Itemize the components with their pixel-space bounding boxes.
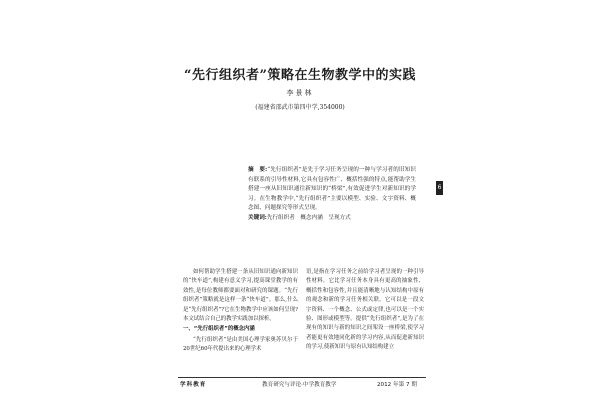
footer-journal-name: 教育研究与评论·中学教育教学 bbox=[262, 382, 337, 388]
continued-paragraph: 语,是指在学习任务之前给学习者呈现的一种引导性材料。它比学习任务本身具有更高的抽象性、概括性和包容性,并且能清晰地与认知结构中原有的观念和新的学习任务相关联。它可以是一段文字资料、一个概念、公式或定律,也可以是一个实验、图形或模型等。提供“先行组织者”,是为了在现有的知识与新的知识之间架设一座桥梁,使学习者能更有效地同化新的学习内容,从而促进新知识的学习,使新知识与原有认知结构建立 bbox=[306, 269, 424, 351]
body-column-right bbox=[306, 268, 424, 353]
keywords-line bbox=[248, 214, 416, 224]
abstract-block bbox=[248, 166, 416, 223]
footer-issue: 2012 年第 7 期 bbox=[377, 382, 417, 388]
footer-rule bbox=[178, 377, 426, 378]
page-side-tab: 6 bbox=[436, 181, 443, 195]
author-name: 李景林 bbox=[286, 89, 314, 97]
intro-paragraph: 如何帮助学生搭建一条从旧知识通向新知识的“快车道”,构建有意义学习,提高课堂教学的有效性,是每位教师都要面对和研究的课题。“先行组织者”策略就是这样一条“快车道”。那么,什么是“先行组织者”?它在生物教学中应该如何呈现?本文试结合自己的教学实践加以探析。 bbox=[183, 269, 298, 323]
section-heading: 一、“先行组织者”的概念内涵 bbox=[183, 326, 255, 333]
keywords-text: 先行组织者 概念内涵 呈现方式 bbox=[266, 214, 351, 221]
footer-section-label: 学科教育 bbox=[180, 382, 207, 388]
body-column-left bbox=[183, 268, 298, 355]
keywords-label: 关键词: bbox=[248, 214, 267, 221]
abstract-label: 摘 要: bbox=[248, 167, 268, 173]
article-title: “先行组织者”策略在生物教学中的实践 bbox=[184, 68, 416, 83]
abstract-text: “先行组织者”是先于学习任务呈现的一种与学习者的旧知识有联系的引导性材料,它具有包容性广、概括性强的特点,能帮助学生搭建一座从旧知识通往新知识的“桥梁”,有效促进学生对新知识的学习。在生物教学中,“先行组织者”主要以模型、实验、文字资料、概念图、问题探究等形式呈现。 bbox=[248, 167, 416, 211]
section-paragraph: “先行组织者”是由美国心理学家奥苏贝尔于20世纪60年代提出来的心理学术 bbox=[183, 336, 298, 353]
author-affiliation: (福建省邵武市第四中学,354000) bbox=[255, 104, 345, 111]
abstract-paragraph bbox=[248, 166, 416, 214]
